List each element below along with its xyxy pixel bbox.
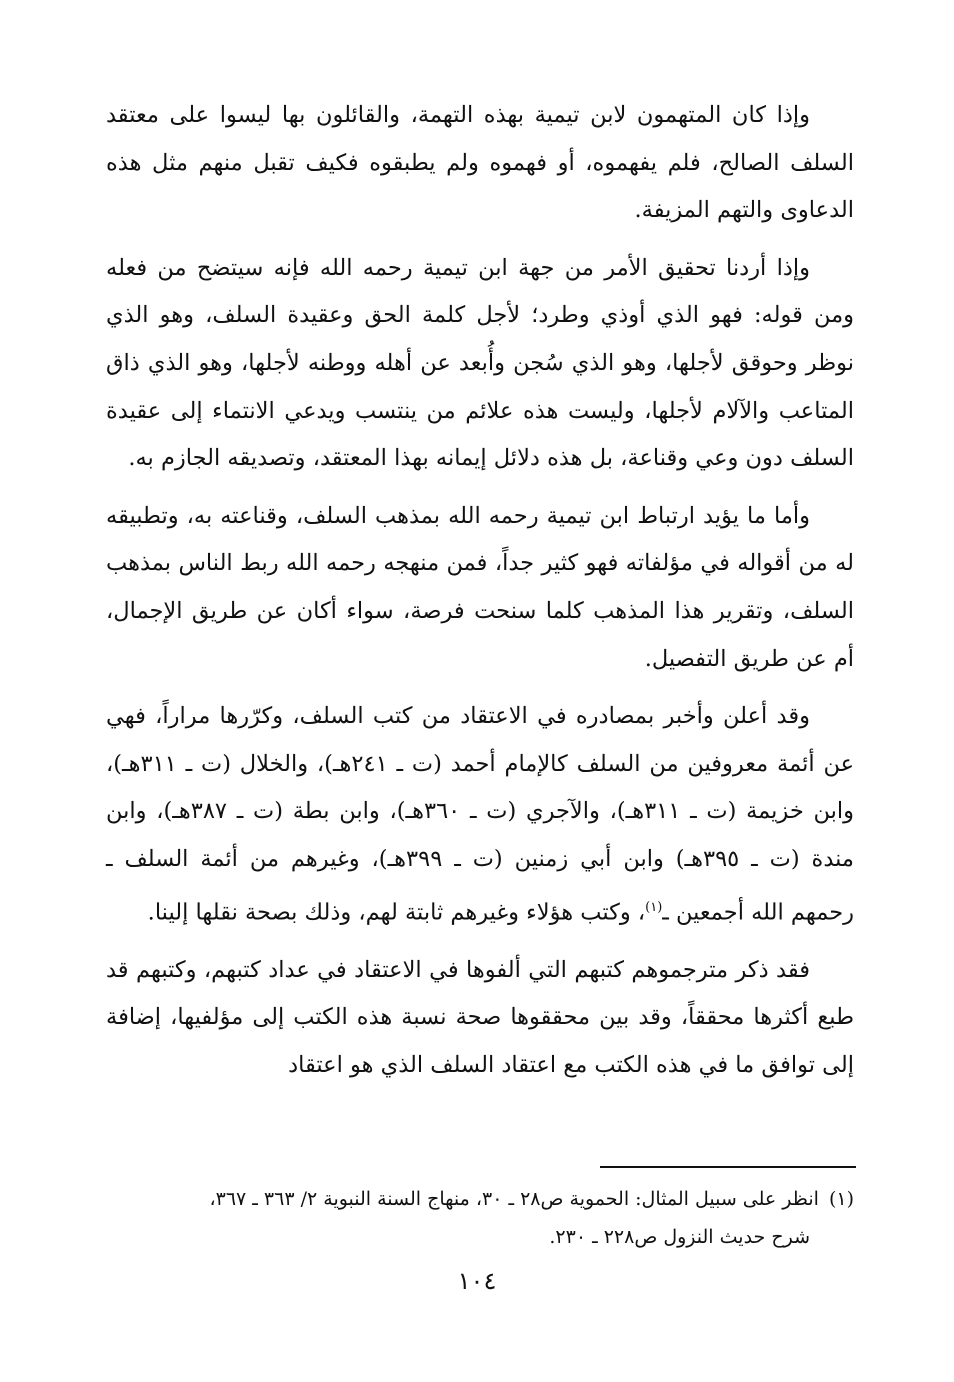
footnote-line-2 — [106, 1218, 854, 1256]
footnote — [106, 1180, 854, 1256]
paragraph-3: وأما ما يؤيد ارتباط ابن تيمية رحمه الله بمذهب السلف، وقناعته به، وتطبيقه له من أقواله في مؤلفاته فهو كثير جداً، فمن منهجه رحمه الله ربط الناس بمذهب السلف، وتقرير هذا المذهب كلما سنحت فرصة، سواء أكان عن طريق الإجمال، أم عن طريق التفصيل. — [106, 502, 854, 672]
paragraph-4-text: وقد أعلن وأخبر بمصادره في الاعتقاد من كتب السلف، وكرّرها مراراً، فهي عن أئمة معروفين من السلف كالإمام أحمد (ت ـ ٢٤١هـ)، والخلال (ت ـ ٣١١هـ)، وابن خزيمة (ت ـ ٣١١هـ)، والآجري (ت ـ ٣٦٠هـ)، وابن بطة (ت ـ ٣٨٧هـ)، وابن مندة (ت ـ ٣٩٥هـ) وابن أبي زمنين (ت ـ ٣٩٩هـ)، وغيرهم من أئمة السلف ـ رحمهم الله أجمعين ـ — [106, 703, 854, 925]
paragraph-5: فقد ذكر مترجموهم كتبهم التي ألفوها في الاعتقاد في عداد كتبهم، وكتبهم قد طبع أكثرها محققاً، وقد بين محققوها صحة نسبة هذه الكتب إلى مؤلفيها، إضافة إلى توافق ما في هذه الكتب مع اعتقاد السلف الذي هو اعتقاد — [106, 956, 854, 1078]
body-text — [106, 92, 854, 1099]
paragraph-4-tail: ، وكتب هؤلاء وغيرهم ثابتة لهم، وذلك بصحة نقلها إلينا. — [147, 899, 646, 925]
paragraph-1: وإذا كان المتهمون لابن تيمية بهذه التهمة، والقائلون بها ليسوا على معتقد السلف الصالح، فلم يفهموه، أو فهموه ولم يطبقوه فكيف تقبل منهم مثل هذه الدعاوى والتهم المزيفة. — [106, 102, 854, 224]
footnote-marker: (١) — [828, 1188, 854, 1210]
paragraph-4 — [106, 693, 854, 936]
footnote-divider — [600, 1166, 856, 1168]
footnote-text-1: انظر على سبيل المثال: الحموية ص٢٨ ـ ٣٠، منهاج السنة النبوية ٢/ ٣٦٣ ـ ٣٦٧، — [209, 1188, 819, 1210]
paragraph-2: وإذا أردنا تحقيق الأمر من جهة ابن تيمية رحمه الله فإنه سيتضح من فعله ومن قوله: فهو الذي أوذي وطرد؛ لأجل كلمة الحق وعقيدة السلف، وهو الذي نوظر وحوقق لأجلها، وهو الذي سُجن وأُبعد عن أهله ووطنه لأجلها، وهو الذي ذاق المتاعب والآلام لأجلها، وليست هذه علائم من ينتسب ويدعي الانتماء إلى عقيدة السلف دون وعي وقناعة، بل هذه دلائل إيمانه بهذا المعتقد، وتصديقه الجازم به. — [106, 254, 854, 472]
footnote-line-1 — [106, 1180, 854, 1218]
page-number: ١٠٤ — [457, 1267, 497, 1295]
footnote-reference[interactable]: (١) — [645, 899, 663, 915]
footnote-text-2: شرح حديث النزول ص٢٢٨ ـ ٢٣٠. — [549, 1226, 810, 1248]
